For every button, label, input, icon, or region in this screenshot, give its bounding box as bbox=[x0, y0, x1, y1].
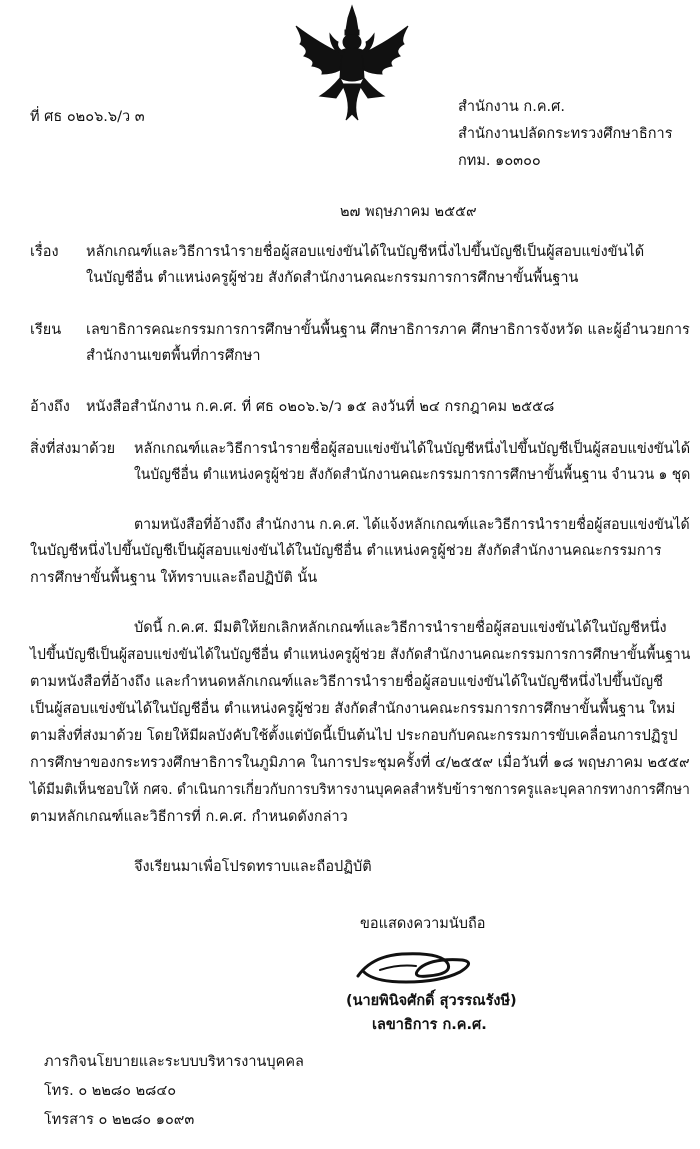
paragraph-2-line: ได้มีมติเห็นชอบให้ กศจ. ดำเนินการเกี่ยวกับการบริหารงานบุคคลสำหรับข้าราชการครูและบุคลากรทางการศึกษา bbox=[30, 782, 690, 798]
paragraph-2-line: เป็นผู้สอบแข่งขันได้ในบัญชีอื่น ตำแหน่งครูผู้ช่วย สังกัดสำนักงานคณะกรรมการการศึกษาขั้นพื้นฐาน ใหม่ bbox=[30, 701, 676, 717]
footer-fax: โทรสาร ๐ ๒๒๘๐ ๑๐๙๓ bbox=[44, 1112, 195, 1128]
enclosure-line-2: ในบัญชีอื่น ตำแหน่งครูผู้ช่วย สังกัดสำนักงานคณะกรรมการการศึกษาขั้นพื้นฐาน จำนวน ๑ ชุด bbox=[134, 467, 691, 483]
enclosure-line-1: หลักเกณฑ์และวิธีการนำรายชื่อผู้สอบแข่งขันได้ในบัญชีหนึ่งไปขึ้นบัญชีเป็นผู้สอบแข่งขันได้ bbox=[134, 441, 691, 457]
paragraph-2-line: การศึกษาของกระทรวงศึกษาธิการในภูมิภาค ในการประชุมครั้งที่ ๔/๒๕๕๙ เมื่อวันที่ ๑๘ พฤษภาคม ๒๕๕๙ bbox=[30, 755, 690, 771]
sender-postal: กทม. ๑๐๓๐๐ bbox=[458, 153, 541, 169]
paragraph-2-line: ไปขึ้นบัญชีเป็นผู้สอบแข่งขันได้ในบัญชีอื่น ตำแหน่งครูผู้ช่วย สังกัดสำนักงานคณะกรรมการการศึกษาขั้นพื้นฐาน bbox=[30, 647, 691, 663]
paragraph-1-line: ตามหนังสือที่อ้างถึง สำนักงาน ก.ค.ศ. ได้แจ้งหลักเกณฑ์และวิธีการนำรายชื่อผู้สอบแข่งขันได้ bbox=[134, 517, 690, 533]
enclosure-label: สิ่งที่ส่งมาด้วย bbox=[30, 441, 116, 457]
subject-label: เรื่อง bbox=[30, 244, 59, 260]
subject-line-1: หลักเกณฑ์และวิธีการนำรายชื่อผู้สอบแข่งขันได้ในบัญชีหนึ่งไปขึ้นบัญชีเป็นผู้สอบแข่งขันได้ bbox=[86, 244, 645, 260]
addressee-label: เรียน bbox=[30, 322, 62, 338]
signature-image bbox=[350, 942, 480, 990]
signatory-name: (นายพินิจศักดิ์ สุวรรณรังษี) bbox=[346, 993, 517, 1009]
sender-office: สำนักงาน ก.ค.ศ. bbox=[458, 99, 565, 115]
paragraph-2-line: ตามหนังสือที่อ้างถึง และกำหนดหลักเกณฑ์และวิธีการนำรายชื่อผู้สอบแข่งขันได้ในบัญชีหนึ่งไปขึ้นบัญชี bbox=[30, 674, 664, 690]
reference-label: อ้างถึง bbox=[30, 399, 70, 415]
subject-line-2: ในบัญชีอื่น ตำแหน่งครูผู้ช่วย สังกัดสำนักงานคณะกรรมการการศึกษาขั้นพื้นฐาน bbox=[86, 270, 579, 286]
paragraph-2-line: บัดนี้ ก.ค.ศ. มีมติให้ยกเลิกหลักเกณฑ์และวิธีการนำรายชื่อผู้สอบแข่งขันได้ในบัญชีหนึ่ง bbox=[134, 620, 667, 636]
signatory-position: เลขาธิการ ก.ค.ศ. bbox=[372, 1017, 487, 1033]
document-number: ที่ ศธ ๐๒๐๖.๖/ว ๓ bbox=[30, 109, 145, 125]
sender-ministry: สำนักงานปลัดกระทรวงศึกษาธิการ bbox=[458, 126, 673, 142]
footer-department: ภารกิจนโยบายและระบบบริหารงานบุคคล bbox=[44, 1054, 304, 1070]
paragraph-2-line: ตามสิ่งที่ส่งมาด้วย โดยให้มีผลบังคับใช้ตั้งแต่บัดนี้เป็นต้นไป ประกอบกับคณะกรรมการขับเคลื่อนการปฏิรูป bbox=[30, 728, 678, 744]
paragraph-2-line: ตามหลักเกณฑ์และวิธีการที่ ก.ค.ศ. กำหนดดังกล่าว bbox=[30, 809, 348, 825]
addressee-line-1: เลขาธิการคณะกรรมการการศึกษาขั้นพื้นฐาน ศึกษาธิการภาค ศึกษาธิการจังหวัด และผู้อำนวยการ bbox=[86, 322, 690, 338]
paragraph-1-line: ในบัญชีหนึ่งไปขึ้นบัญชีเป็นผู้สอบแข่งขันได้ในบัญชีอื่น ตำแหน่งครูผู้ช่วย สังกัดสำนักงานคณะกรรมการ bbox=[30, 543, 662, 559]
paragraph-1-line: การศึกษาขั้นพื้นฐาน ให้ทราบและถือปฏิบัติ นั้น bbox=[30, 570, 318, 586]
regards: ขอแสดงความนับถือ bbox=[360, 916, 486, 932]
document-date: ๒๗ พฤษภาคม ๒๕๕๙ bbox=[340, 204, 477, 220]
reference-text: หนังสือสำนักงาน ก.ค.ศ. ที่ ศธ ๐๒๐๖.๖/ว ๑๕ ลงวันที่ ๒๔ กรกฎาคม ๒๕๕๘ bbox=[86, 399, 555, 415]
closing-request: จึงเรียนมาเพื่อโปรดทราบและถือปฏิบัติ bbox=[134, 859, 372, 875]
footer-telephone: โทร. ๐ ๒๒๘๐ ๒๘๔๐ bbox=[44, 1083, 177, 1099]
garuda-emblem-icon bbox=[290, 4, 414, 122]
addressee-line-2: สำนักงานเขตพื้นที่การศึกษา bbox=[86, 348, 261, 364]
